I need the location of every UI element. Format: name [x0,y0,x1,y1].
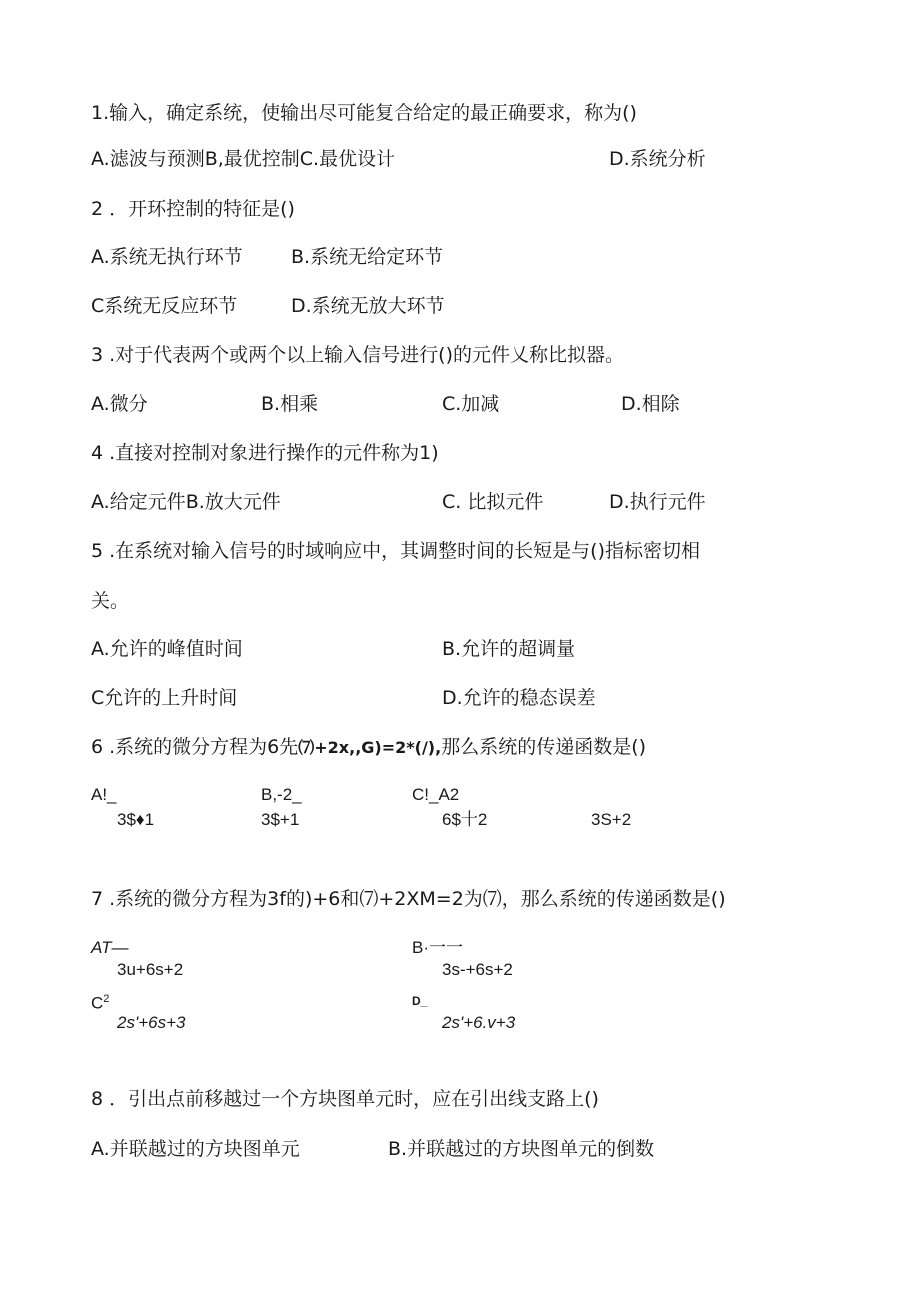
question-6-option-a-denominator: 3$♦1 [117,810,155,829]
question-7-option-a-numerator: AT— [91,938,129,957]
question-7-option-b-denominator: 3s-+6s+2 [442,960,513,979]
question-6-option-c-numerator: C!_A2 [412,785,460,804]
question-5-option-b: B.允许的超调量 [442,638,576,660]
question-3-option-c: C.加减 [442,393,500,415]
question-8-stem: 8 ．引出点前移越过一个方块图单元时，应在引出线支路上() [91,1088,599,1110]
question-8-option-b: B.并联越过的方块图单元的倒数 [388,1138,655,1160]
question-3-stem: 3 .对于代表两个或两个以上输入信号进行()的元件乂称比拟器。 [91,344,624,366]
question-8-option-a: A.并联越过的方块图单元 [91,1138,300,1160]
question-2-option-b: B.系统无给定环节 [291,246,444,268]
question-1-option-d: D.系统分析 [609,148,706,170]
question-6-stem-part-a: 6 .系统的微分方程为6先 [91,736,299,758]
question-5-option-c: C允许的上升时间 [91,687,238,709]
question-1-option-abc: A.滤波与预测B,最优控制C.最优设计 [91,148,396,170]
question-6-option-b-denominator: 3$+1 [261,810,300,829]
question-5-stem-continued: 关。 [91,590,130,612]
question-1-stem: 1.输入，确定系统，使输出尽可能复合给定的最正确要求，称为() [91,102,637,124]
question-3-option-a: A.微分 [91,393,148,415]
question-5-option-d: D.允许的稳态误差 [442,687,596,709]
question-7-option-a-denominator: 3u+6s+2 [117,960,184,979]
question-7-stem: 7 .系统的微分方程为3f的)+6和⑺+2XM=2为⑺，那么系统的传递函数是() [91,888,726,910]
question-6-option-a-numerator: A!_ [91,785,117,804]
question-7-option-b-numerator: B·一一 [412,938,463,957]
question-3-option-b: B.相乘 [261,393,319,415]
question-4-stem: 4 .直接对控制对象进行操作的元件称为1) [91,442,439,464]
question-6-option-b-numerator: B,-2_ [261,785,302,804]
question-6-equation: ⑺+2x,,G)=2*(/), [298,738,442,757]
question-6-stem-part-c: 那么系统的传递函数是() [441,736,647,758]
question-2-option-d: D.系统无放大环节 [291,295,445,317]
question-4-option-c: C. 比拟元件 [442,491,544,513]
question-7-option-c-numerator [91,988,109,1015]
question-7-option-c-label: C [91,993,104,1013]
question-7-option-d-numerator: D_ [412,994,428,1008]
question-4-option-d: D.执行元件 [609,491,706,513]
question-4-option-ab: A.给定元件B.放大元件 [91,491,281,513]
question-2-stem: 2 ．开环控制的特征是() [91,198,295,220]
question-7-option-c-superscript: 2 [103,993,110,1005]
question-5-stem: 5 .在系统对输入信号的时域响应中，其调整时间的长短是与()指标密切相 [91,540,700,562]
question-7-option-c-denominator: 2s'+6s+3 [117,1013,186,1032]
question-2-option-c: C系统无反应环节 [91,295,238,317]
question-6-option-c-denominator: 6$十2 [442,810,488,829]
question-5-option-a: A.允许的峰值时间 [91,638,243,660]
question-6-option-d-denominator: 3S+2 [591,810,632,829]
question-2-option-a: A.系统无执行环节 [91,246,243,268]
question-3-option-d: D.相除 [621,393,680,415]
question-7-option-d-denominator: 2s'+6.v+3 [442,1013,516,1032]
question-6-stem [91,735,646,760]
